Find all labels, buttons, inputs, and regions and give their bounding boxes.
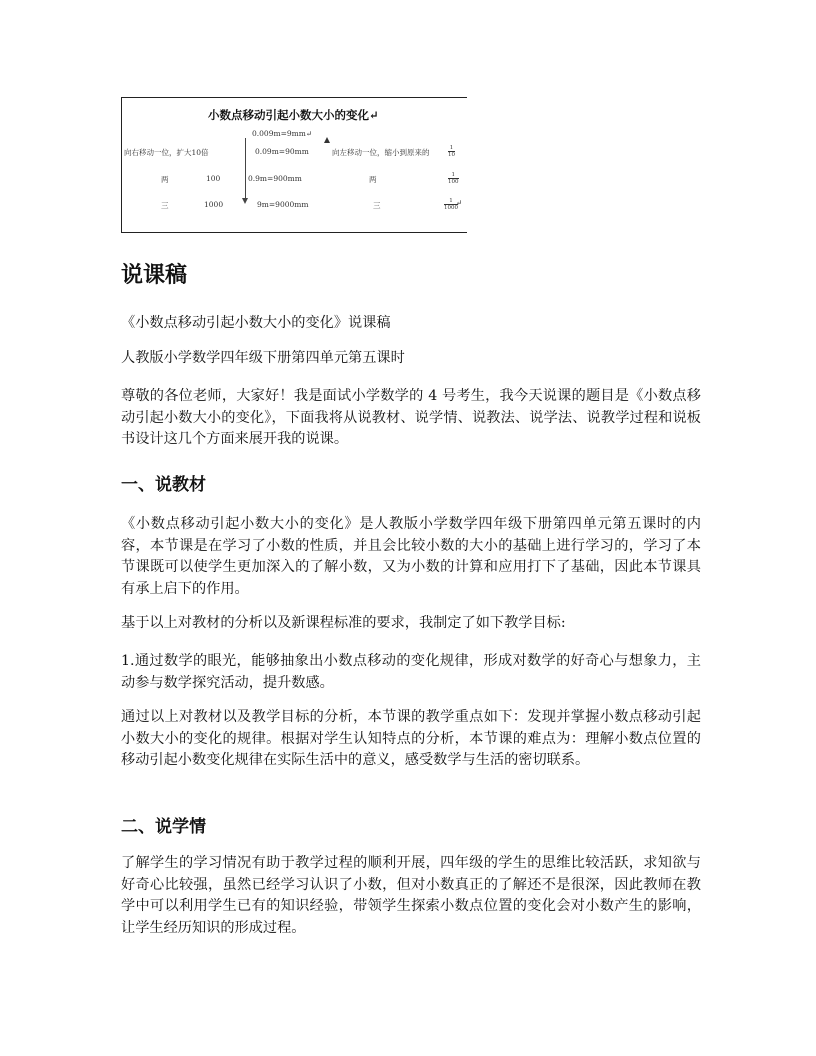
board-row2-number: 100	[206, 174, 221, 183]
fraction-denominator: 100	[448, 179, 459, 185]
teaching-focus-paragraph: 通过以上对教材以及教学目标的分析，本节课的教学重点如下：发现并掌握小数点移动引起小数大小的变化的规律。根据对学生认知特点的分析，本节课的难点为：理解小数点位置的移动引起小数变化规律在实际生活中的意义，感受数学与生活的密切联系。	[121, 709, 701, 768]
document-title: 说课稿	[121, 263, 188, 288]
learners-paragraph: 了解学生的学习情况有助于教学过程的顺利开展，四年级的学生的思维比较活跃，求知欲与好奇心比较强，虽然已经学习认识了小数，但对小数真正的了解还不是很深，因此教师在教学中可以利用学生已有的知识经验，带领学生探索小数点位置的变化会对小数产生的影响，让学生经历知识的形成过程。	[121, 855, 701, 936]
board-right-row3-label: 三	[373, 201, 381, 210]
board-title: 小数点移动引起小数大小的变化↵	[208, 108, 379, 122]
section-heading-textbook: 一、说教材	[121, 475, 206, 495]
board-mid-row3: 9m=9000mm	[257, 200, 309, 209]
course-info: 人教版小学数学四年级下册第四单元第五课时	[121, 350, 405, 366]
down-arrow-line	[245, 138, 246, 200]
fraction-denominator: 10	[448, 152, 455, 158]
board-fraction-mark: ↵	[456, 198, 463, 207]
section-heading-learners: 二、说学情	[121, 817, 206, 837]
lesson-subtitle: 《小数点移动引起小数大小的变化》说课稿	[121, 315, 391, 331]
intro-paragraph: 尊敬的各位老师，大家好！我是面试小学数学的 4 号考生，我今天说课的题目是《小数点移动引起小数大小的变化》，下面我将从说教材、说学情、说教法、说学法、说教学过程和说板书设计这几个方面来展开我的说课。	[121, 388, 701, 447]
up-arrow-icon	[324, 137, 330, 143]
board-fraction-row2	[448, 172, 459, 185]
textbook-paragraph-2: 基于以上对教材的分析以及新课程标准的要求，我制定了如下教学目标:	[121, 615, 566, 631]
board-top-equation: 0.009m=9mm↵	[252, 129, 313, 138]
board-row3-number: 1000	[204, 200, 224, 209]
board-row3-label: 三	[161, 201, 169, 210]
blackboard-image	[121, 97, 467, 233]
fraction-denominator: 1000	[444, 205, 458, 211]
fraction-numerator: 1	[449, 145, 454, 151]
objective-item-1: 1.通过数学的眼光，能够抽象出小数点移动的变化规律，形成对数学的好奇心与想象力，主动参与数学探究活动，提升数感。	[121, 653, 701, 691]
down-arrow-icon	[242, 198, 248, 204]
fraction-numerator: 1	[451, 172, 455, 178]
board-mid-row1: 0.09m=90mm	[255, 147, 309, 156]
board-left-row1: 向右移动一位，扩大10倍	[124, 148, 209, 157]
textbook-paragraph-1: 《小数点移动引起小数大小的变化》是人教版小学数学四年级下册第四单元第五课时的内容，本节课是在学习了小数的性质，并且会比较小数的大小的基础上进行学习的，学习了本节课既可以使学生更加深入的了解小数，又为小数的计算和应用打下了基础，因此本节课具有承上启下的作用。	[121, 516, 701, 597]
board-right-row2-label: 两	[369, 175, 377, 184]
board-mid-row2: 0.9m=900mm	[248, 174, 302, 183]
board-row2-label: 两	[161, 175, 169, 184]
board-fraction-row1	[448, 145, 455, 158]
fraction-numerator: 1	[449, 198, 453, 204]
board-right-row1: 向左移动一位，缩小到原来的	[332, 148, 430, 157]
